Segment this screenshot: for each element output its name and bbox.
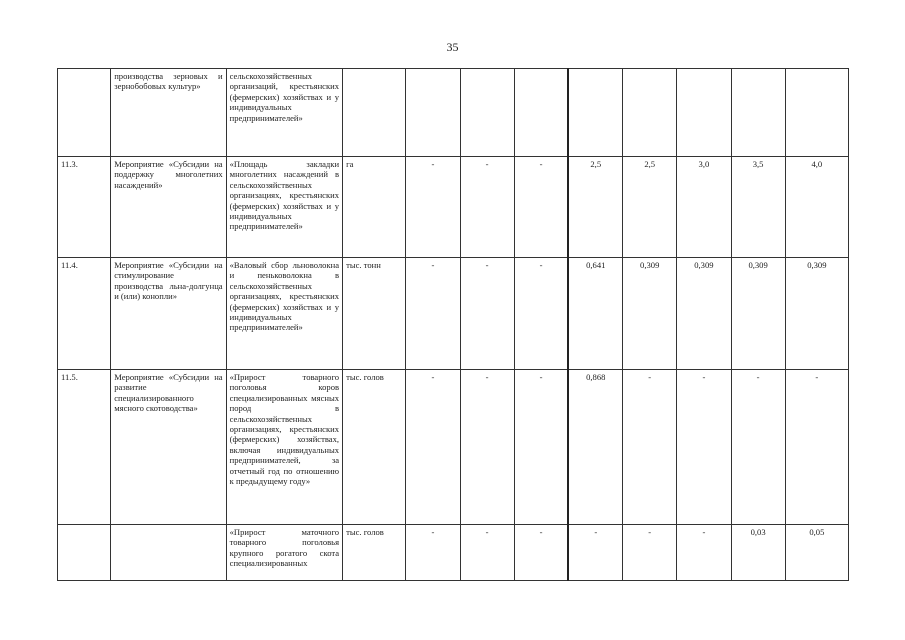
value-cell: - [514,525,568,581]
value-cell: 0,03 [731,525,785,581]
unit-cell: га [343,157,406,258]
value-cell: - [514,157,568,258]
measure-cell: Мероприятие «Субсидии на развитие специализированного мясного скотоводства» [111,370,226,525]
value-cell: 0,309 [731,258,785,370]
measure-cell: Мероприятие «Субсидии на стимулирование производства льна-долгунца и (или) конопли» [111,258,226,370]
table-row [58,258,849,370]
row-number-cell: 11.3. [58,157,111,258]
row-number-cell [58,69,111,157]
table-row [58,525,849,581]
value-cell [731,69,785,157]
value-cell: - [406,157,460,258]
value-cell: 0,309 [677,258,731,370]
measure-cell: Мероприятие «Субсидии на поддержку многолетних насаждений» [111,157,226,258]
value-cell [460,69,514,157]
value-cell: 0,309 [785,258,848,370]
value-cell: - [460,525,514,581]
row-number-cell [58,525,111,581]
indicator-cell: «Прирост товарного поголовья коров специализированных мясных пород в сельскохозяйственных организациях, крестьянских (фермерских) хозяйствах, включая индивидуальных предпринимателей, за отчетный год по отношению к предыдущему году» [226,370,342,525]
table-row [58,69,849,157]
value-cell: 0,05 [785,525,848,581]
indicator-cell: «Прирост маточного товарного поголовья крупного рогатого скота специализированных [226,525,342,581]
value-cell: - [460,157,514,258]
value-cell: 2,5 [568,157,622,258]
row-number-cell: 11.4. [58,258,111,370]
value-cell: - [785,370,848,525]
value-cell: 3,5 [731,157,785,258]
unit-cell [343,69,406,157]
value-cell: - [514,258,568,370]
value-cell: 4,0 [785,157,848,258]
unit-cell: тыс. голов [343,525,406,581]
value-cell [568,69,622,157]
measure-cell [111,525,226,581]
value-cell: 0,641 [568,258,622,370]
value-cell: 2,5 [623,157,677,258]
value-cell: - [568,525,622,581]
value-cell: - [731,370,785,525]
value-cell: - [460,370,514,525]
indicator-cell: «Валовый сбор льноволокна и пеньковолокна в сельскохозяйственных организациях, крестьянских (фермерских) хозяйствах и у индивидуальных предпринимателей» [226,258,342,370]
value-cell: - [406,370,460,525]
value-cell: - [406,525,460,581]
program-indicators-table [57,68,849,581]
value-cell: 0,868 [568,370,622,525]
value-cell: - [623,370,677,525]
value-cell [623,69,677,157]
indicator-cell: «Площадь закладки многолетних насаждений в сельскохозяйственных организациях, крестьянских (фермерских) хозяйствах и у индивидуальных предпринимателей» [226,157,342,258]
value-cell: 0,309 [623,258,677,370]
indicator-cell: сельскохозяйственных организаций, крестьянских (фермерских) хозяйствах и у индивидуальных предпринимателей» [226,69,342,157]
value-cell: - [406,258,460,370]
unit-cell: тыс. тонн [343,258,406,370]
value-cell [677,69,731,157]
page-number: 35 [446,40,459,54]
value-cell: - [623,525,677,581]
unit-cell: тыс. голов [343,370,406,525]
value-cell: 3,0 [677,157,731,258]
row-number-cell: 11.5. [58,370,111,525]
value-cell [514,69,568,157]
value-cell [406,69,460,157]
value-cell: - [677,370,731,525]
value-cell [785,69,848,157]
value-cell: - [677,525,731,581]
table-row [58,157,849,258]
value-cell: - [514,370,568,525]
table-row [58,370,849,525]
measure-cell: производства зерновых и зернобобовых культур» [111,69,226,157]
value-cell: - [460,258,514,370]
